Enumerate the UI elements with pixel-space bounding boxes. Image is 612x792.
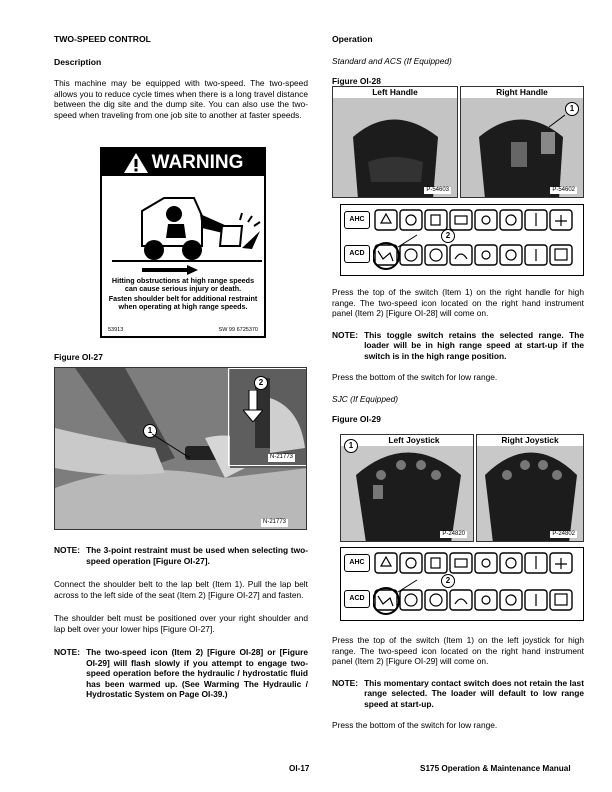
press-top-left-joystick-paragraph: Press the top of the switch (Item 1) on the left joystick for high range. The two-speed icon located on the right hand instrument panel (Item 2) [Figure OI-29] will come on. [332, 635, 584, 666]
shoulder-belt-paragraph: The shoulder belt must be positioned over your right shoulder and lap belt over your lower hips [Figure OI-27]. [54, 613, 308, 634]
warning-title-bar [102, 149, 264, 176]
right-middle-text [332, 287, 584, 425]
note-momentary-switch: NOTE: This momentary contact switch does not retain the last range selected. The loader will default to low range speed at start-up. [332, 677, 584, 709]
press-bottom-paragraph-2: Press the bottom of the switch for low range. [332, 720, 498, 730]
decal-code-right: SW 99 6725370 [218, 327, 258, 334]
note-toggle-switch: NOTE: This toggle switch retains the selected range. The loader will be in high range speed at start-up if the switch is in the high range position. [332, 329, 584, 361]
figure-27-code: N-21773 [263, 519, 287, 525]
figure-29-caption: Figure OI-29 [332, 414, 381, 424]
section-heading: TWO-SPEED CONTROL [54, 34, 151, 44]
left-joystick-illustration [341, 435, 474, 542]
left-lower-text [54, 545, 308, 700]
left-joystick-label: Left Joystick [341, 435, 473, 446]
right-lower-text [332, 635, 584, 731]
warning-message-2: Fasten shoulder belt for additional restraint when operating at high range speeds. [108, 294, 258, 312]
warning-triangle-icon [123, 152, 149, 174]
warning-decal [100, 147, 266, 338]
figure-29-right-joystick-photo [476, 434, 584, 542]
instrument-panel-icons [373, 207, 583, 275]
warning-message-1: Hitting obstructions at high range speeds can cause serious injury or death. [111, 275, 255, 293]
leader-line [150, 430, 210, 460]
instrument-panel-icons [373, 550, 583, 620]
right-joystick-illustration [477, 435, 584, 542]
ahc-indicator: AHC [344, 554, 370, 572]
connect-belt-paragraph: Connect the shoulder belt to the lap belt (Item 1). Pull the lap belt across to the left side of the seat (Item 2) [Figure OI-27] and fasten. [54, 579, 308, 600]
callout-1: 1 [143, 424, 157, 438]
callout-2: 2 [254, 376, 268, 390]
figure-28-left-handle-photo [332, 86, 458, 198]
right-column [332, 34, 584, 87]
skid-steer-hazard-illustration [102, 176, 264, 266]
description-paragraph: This machine may be equipped with two-speed. The two-speed allows you to reduce cycle times when there is a long travel distance between the dig site and the dump site. You can also use the two-speed when traveling from one job site to another at faster speeds. [54, 78, 308, 120]
press-bottom-paragraph-1: Press the bottom of the switch for low range. [332, 372, 498, 382]
figure-27-photo [54, 367, 307, 530]
callout-2: 2 [441, 229, 455, 243]
press-top-right-handle-paragraph: Press the top of the switch (Item 1) on the right handle for high range. The two-speed icon located on the right hand instrument panel (Item 2) [Figure OI-28] will come on. [332, 287, 584, 318]
figure-29-left-code: P-24820 [442, 530, 465, 537]
page-number: OI-17 [289, 764, 310, 773]
right-joystick-label: Right Joystick [477, 435, 583, 446]
figure-27-inset-code: N-21773 [270, 454, 294, 460]
manual-title: S175 Operation & Maintenance Manual [420, 764, 571, 773]
figure-29-instrument-panel [340, 547, 584, 621]
acd-indicator: ACD [344, 590, 370, 608]
figure-28-caption: Figure OI-28 [332, 76, 381, 87]
figure-27-caption: Figure OI-27 [54, 352, 103, 362]
figure-28-right-handle-photo [460, 86, 584, 198]
right-handle-label: Right Handle [461, 87, 583, 98]
direction-arrow-icon [102, 265, 264, 275]
operation-heading: Operation [332, 34, 373, 44]
ahc-indicator: AHC [344, 211, 370, 229]
figure-28-left-code: P-54603 [426, 186, 449, 193]
callout-1: 1 [344, 439, 358, 453]
figure-28-instrument-panel [340, 204, 584, 276]
description-heading: Description [54, 56, 102, 67]
note-3-point-restraint: NOTE: The 3-point restraint must be used when selecting two-speed operation [Figure OI-27]. [54, 545, 308, 566]
left-handle-label: Left Handle [333, 87, 457, 98]
note-flash-warning: NOTE: The two-speed icon (Item 2) [Figure OI-28] or [Figure OI-29] will flash slowly if you attempt to engage two-speed operation before the hydraulic / hydrostatic fluid has been warmed up. (See Warming The Hydraulic / Hydrostatic System on Page OI-39.) [54, 647, 308, 699]
left-column [54, 34, 308, 120]
downward-arrow-icon [243, 390, 263, 422]
standard-acs-subheading: Standard and ACS (If Equipped) [332, 55, 452, 66]
left-handle-illustration [333, 87, 458, 198]
figure-28-right-code: P-54602 [552, 186, 575, 193]
sjc-subheading: SJC (If Equipped) [332, 393, 399, 404]
figure-29-right-code: P-24802 [552, 530, 575, 537]
warning-title: WARNING [151, 151, 244, 173]
decal-code-left: 53913 [108, 327, 124, 334]
acd-indicator: ACD [344, 245, 370, 263]
figure-29-left-joystick-photo [340, 434, 474, 542]
callout-2: 2 [441, 574, 455, 588]
callout-1: 1 [565, 102, 579, 116]
